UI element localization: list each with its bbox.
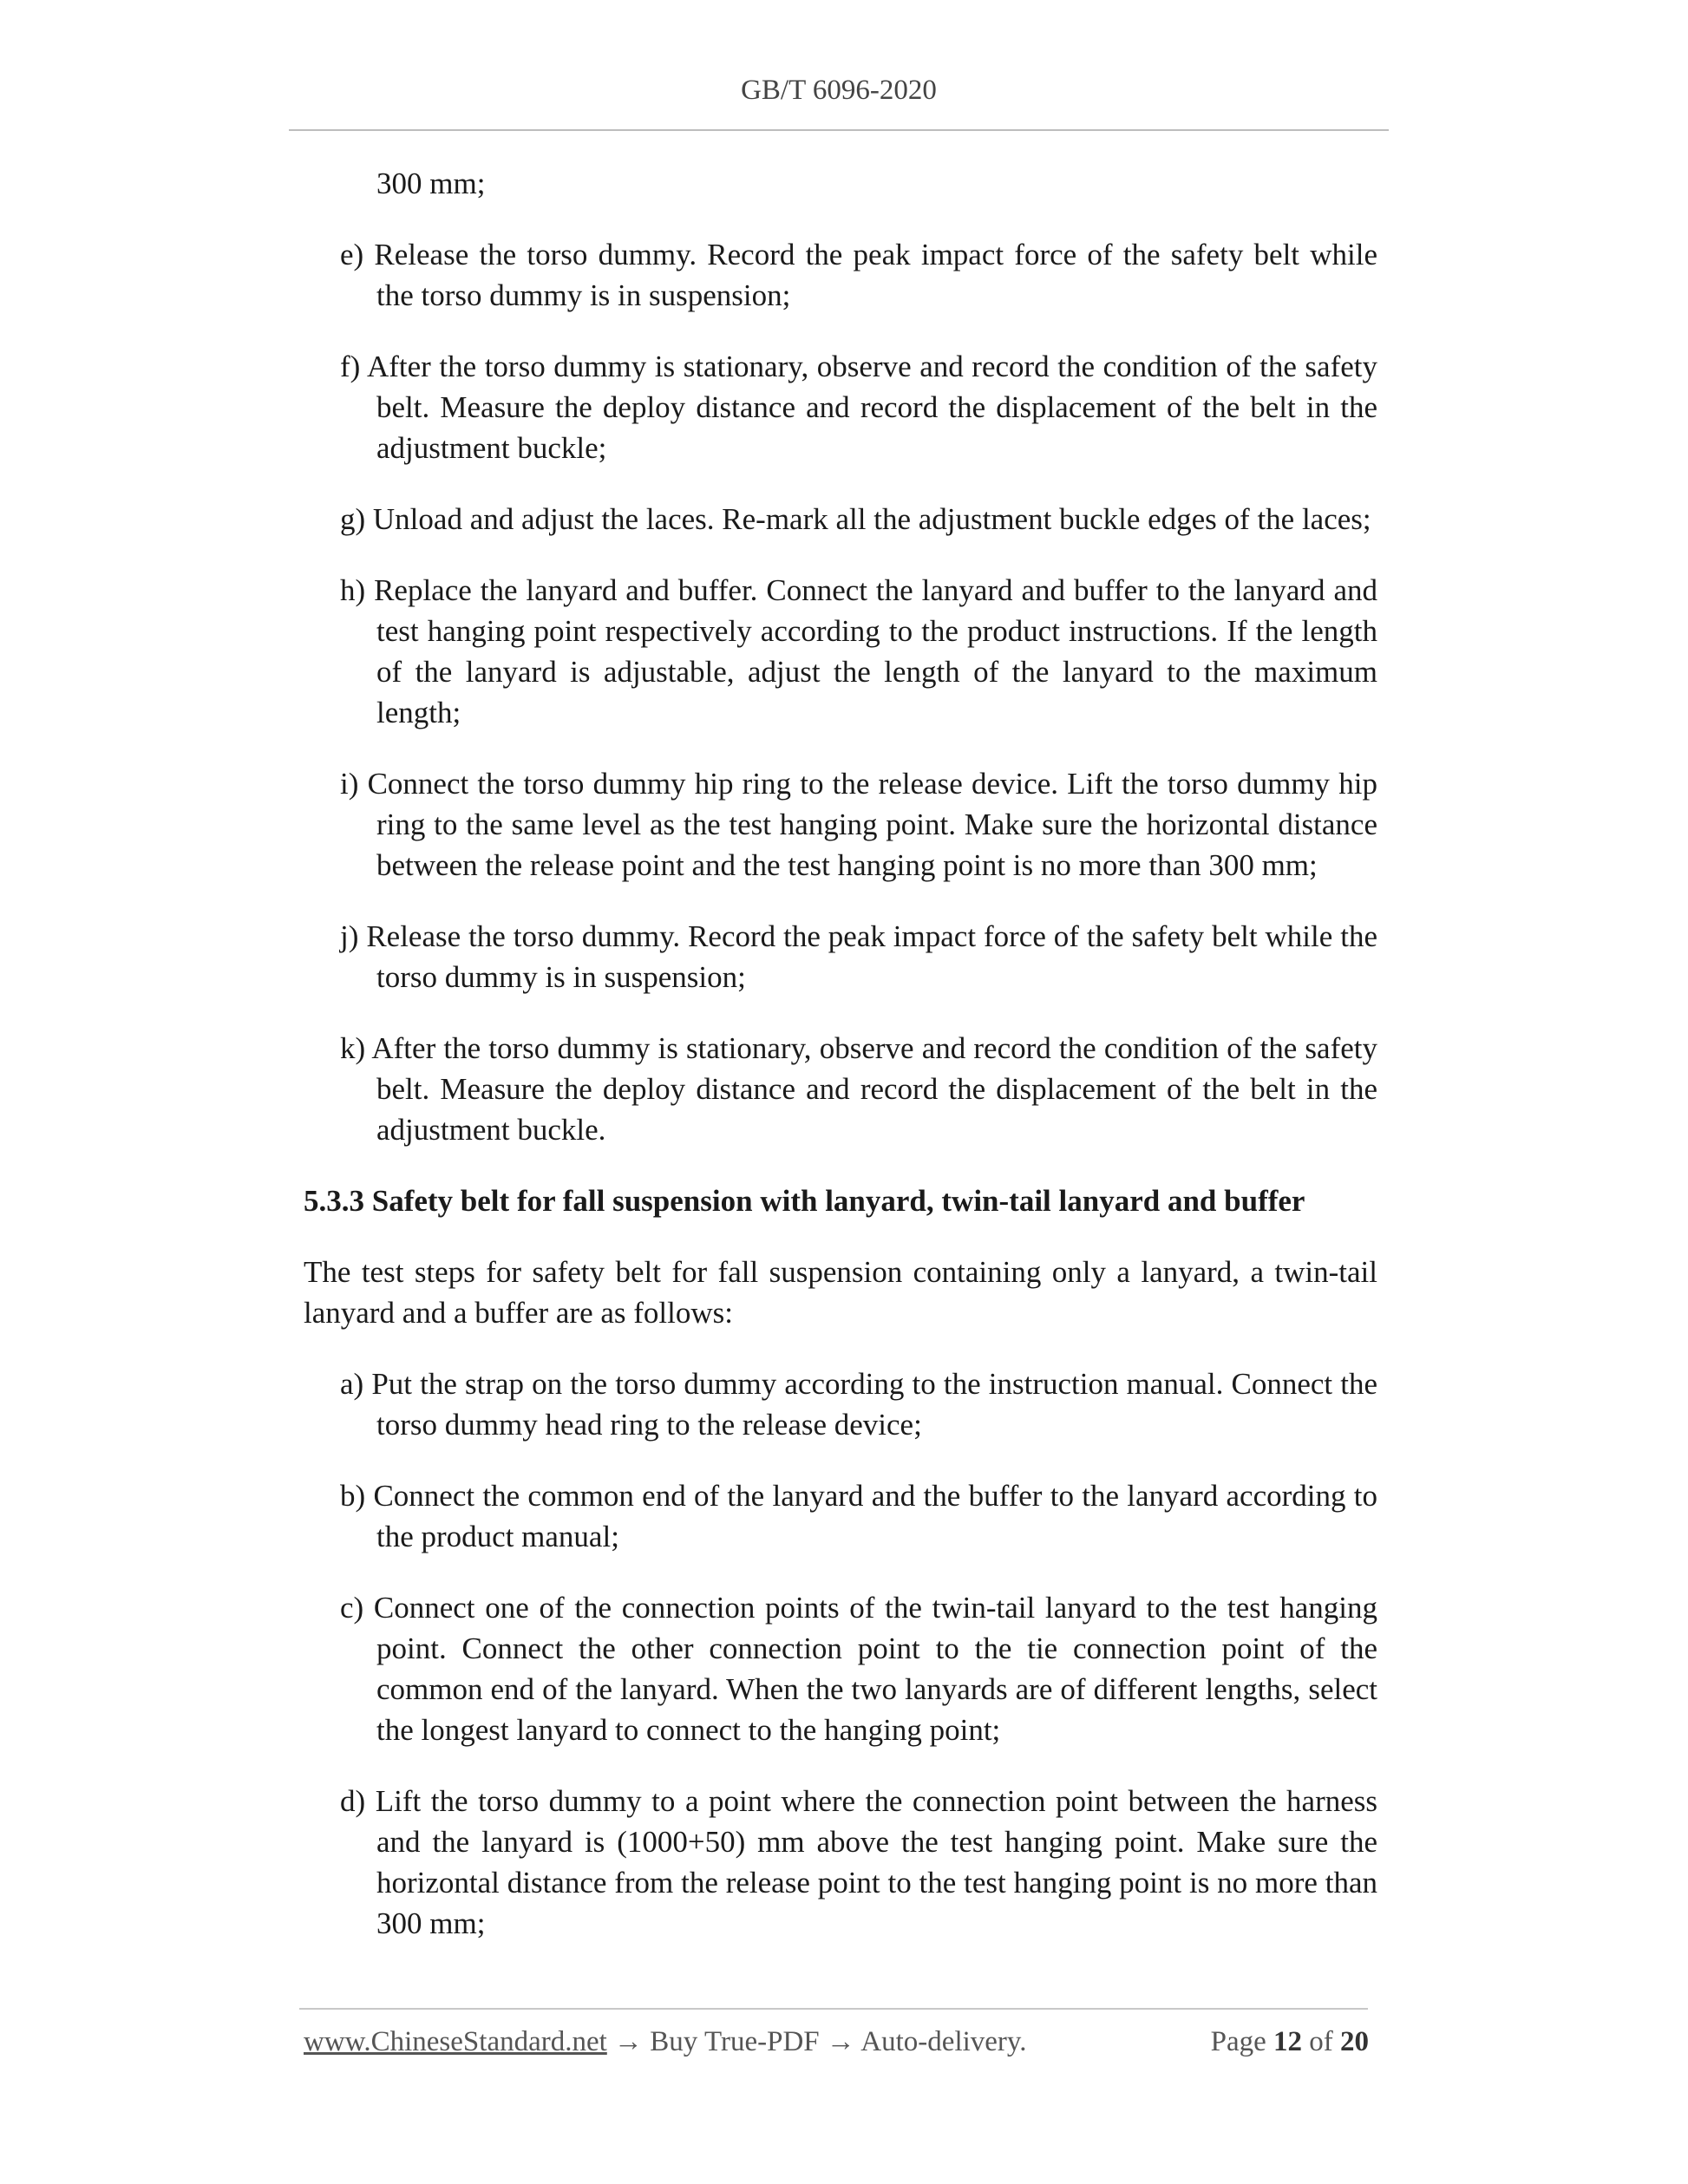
list-item-k: k) After the torso dummy is stationary, observe and record the condition of the safety belt. Measure the deploy distance and record the displacement of the belt in the adjustment buckle.: [340, 1031, 1377, 1147]
page-number: 12: [1273, 2026, 1302, 2057]
footer-promo-text: → Buy True-PDF → Auto-delivery.: [606, 2026, 1027, 2057]
list-item-i: i) Connect the torso dummy hip ring to the release device. Lift the torso dummy hip ring to the same level as the test hanging point. Make sure the horizontal distance between the release point and the test hanging point is no more than 300 mm;: [340, 767, 1377, 882]
of-label: of: [1309, 2026, 1333, 2057]
footer-promo: [304, 2026, 1027, 2058]
page-total: 20: [1340, 2026, 1369, 2057]
footer-divider: [299, 2008, 1368, 2010]
list-item-f: f) After the torso dummy is stationary, observe and record the condition of the safety belt. Measure the deploy distance and record the displacement of the belt in the adjustment buckle;: [340, 350, 1377, 465]
step-item-d: d) Lift the torso dummy to a point where the connection point between the harness and the lanyard is (1000+50) mm above the test hanging point. Make sure the horizontal distance from the release point to the test hanging point is no more than 300 mm;: [340, 1784, 1377, 1940]
list-item-j: j) Release the torso dummy. Record the peak impact force of the safety belt while the torso dummy is in suspension;: [340, 919, 1377, 994]
list-item-e: e) Release the torso dummy. Record the peak impact force of the safety belt while the torso dummy is in suspension;: [340, 238, 1377, 312]
website-link[interactable]: www.ChineseStandard.net: [304, 2026, 607, 2057]
step-item-c: c) Connect one of the connection points of the twin-tail lanyard to the test hanging point. Connect the other connection point to the tie connection point of the common end of the lanyard. When the two lanyards are of different lengths, select the longest lanyard to connect to the hanging point;: [340, 1591, 1377, 1747]
page-content: [304, 163, 1377, 1974]
list-item-h: h) Replace the lanyard and buffer. Connect the lanyard and buffer to the lanyard and test hanging point respectively according to the product instructions. If the length of the lanyard is adjustable, adjust the length of the lanyard to the maximum length;: [340, 573, 1377, 729]
list-item-g: g) Unload and adjust the laces. Re-mark all the adjustment buckle edges of the laces;: [340, 502, 1371, 536]
step-item-a: a) Put the strap on the torso dummy according to the instruction manual. Connect the torso dummy head ring to the release device;: [340, 1367, 1377, 1442]
page-label: Page: [1210, 2026, 1266, 2057]
header-divider: [289, 129, 1389, 131]
page-indicator: [1211, 2026, 1369, 2058]
intro-paragraph: The test steps for safety belt for fall suspension containing only a lanyard, a twin-tail lanyard and a buffer are as follows:: [304, 1255, 1377, 1330]
step-item-b: b) Connect the common end of the lanyard and the buffer to the lanyard according to the product manual;: [340, 1479, 1377, 1553]
document-header: GB/T 6096-2020: [741, 75, 937, 106]
section-heading: 5.3.3 Safety belt for fall suspension with lanyard, twin-tail lanyard and buffer: [304, 1184, 1305, 1218]
continued-text: 300 mm;: [376, 167, 486, 200]
